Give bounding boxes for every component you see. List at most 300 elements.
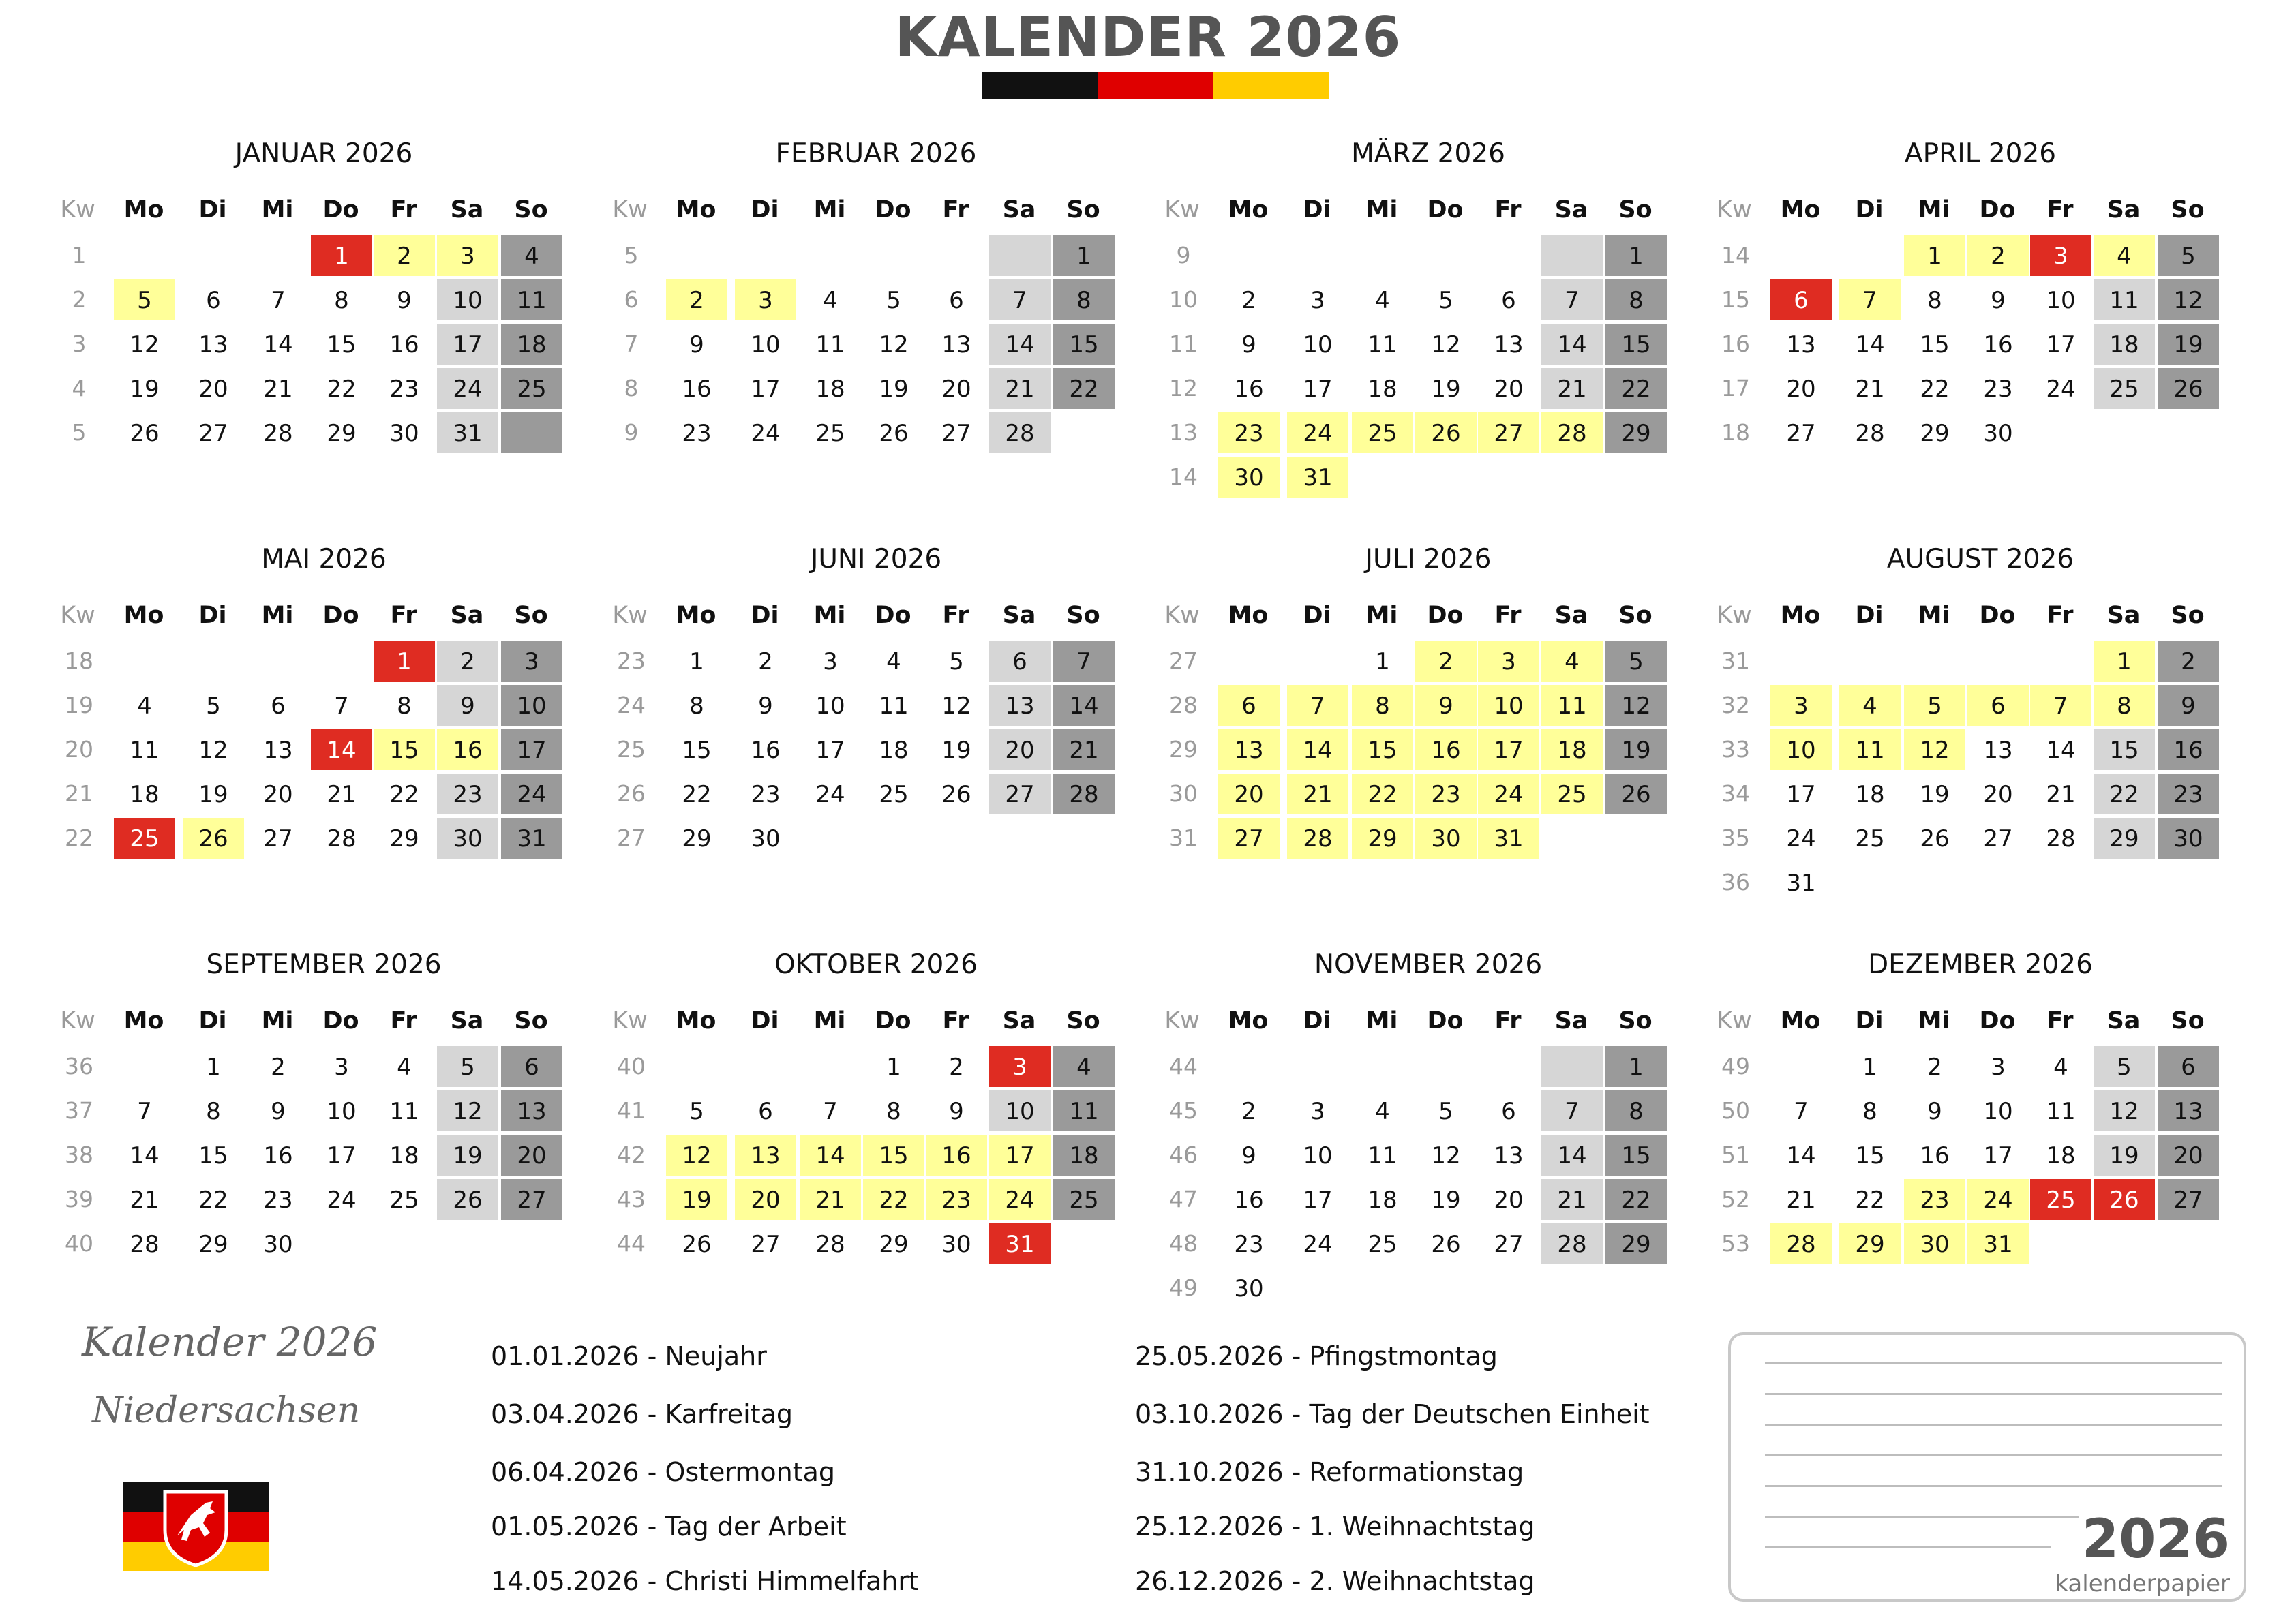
day-cell: 18	[815, 376, 845, 403]
kw-header: Kw	[1717, 1007, 1752, 1035]
empty-cell	[863, 235, 924, 276]
week-row	[48, 368, 600, 409]
day-cell: 1	[1375, 648, 1390, 675]
day-cell: 6	[1501, 287, 1516, 314]
day-cell: 14	[1541, 1135, 1603, 1176]
day-cell: 16	[926, 1135, 987, 1176]
day-cell: 28	[1541, 1223, 1603, 1264]
calendar-script-title: Kalender 2026	[82, 1319, 378, 1365]
day-cell: 24	[989, 1179, 1051, 1220]
week-row	[48, 235, 600, 276]
day-cell: 28	[130, 1231, 160, 1258]
week-number: 31	[1721, 647, 1750, 674]
day-cell: 22	[1352, 774, 1413, 814]
weekday-label: Do	[1979, 196, 2016, 224]
weekday-label: Mi	[1918, 1007, 1950, 1035]
day-cell: 16	[1234, 1187, 1264, 1214]
day-cell: 19	[130, 376, 160, 403]
weekday-label: Sa	[1002, 1007, 1036, 1035]
day-cell: 18	[879, 737, 909, 764]
weekday-label: Di	[1855, 602, 1884, 629]
day-cell: 22	[327, 376, 357, 403]
week-row	[1704, 641, 2256, 682]
day-cell: 8	[1352, 685, 1413, 726]
week-number: 47	[1169, 1186, 1198, 1212]
weekday-label: So	[1618, 602, 1652, 629]
empty-cell	[1541, 235, 1603, 276]
weekday-header	[1704, 600, 2256, 630]
week-number: 30	[1169, 780, 1198, 807]
week-row	[1704, 685, 2256, 726]
weekday-label: Di	[198, 1007, 227, 1035]
day-cell: 7	[1794, 1098, 1809, 1125]
week-number: 23	[617, 647, 646, 674]
empty-cell	[2158, 862, 2219, 903]
week-number: 33	[1721, 736, 1750, 763]
week-number: 8	[624, 375, 639, 401]
day-cell: 5	[1605, 641, 1667, 682]
day-cell: 5	[114, 279, 175, 320]
day-cell: 30	[263, 1231, 293, 1258]
day-cell: 9	[271, 1098, 286, 1125]
holiday-entry: 25.12.2026 - 1. Weihnachtstag	[1135, 1512, 1535, 1542]
day-cell: 12	[941, 692, 971, 720]
week-row	[1152, 685, 1704, 726]
empty-cell	[247, 641, 309, 682]
month-title: MAI 2026	[261, 544, 387, 575]
day-cell: 7	[1839, 279, 1901, 320]
weekday-label: Mo	[676, 196, 716, 224]
day-cell: 30	[1415, 818, 1477, 859]
day-cell: 26	[130, 420, 160, 447]
day-cell: 1	[206, 1054, 221, 1081]
empty-cell	[2030, 862, 2091, 903]
page-title: KALENDER 2026	[894, 5, 1402, 69]
day-cell: 5	[2094, 1046, 2155, 1087]
day-cell: 23	[751, 781, 781, 808]
day-cell: 4	[397, 1054, 412, 1081]
day-cell: 26	[1415, 412, 1477, 453]
day-cell: 16	[263, 1142, 293, 1169]
day-cell: 8	[334, 287, 349, 314]
day-cell: 13	[1494, 331, 1524, 358]
note-line	[1765, 1485, 2222, 1487]
kw-header: Kw	[60, 196, 95, 224]
empty-cell	[2158, 412, 2219, 453]
day-cell: 10	[989, 1090, 1051, 1131]
month-title: SEPTEMBER 2026	[206, 949, 442, 980]
weekday-label: Mo	[1228, 196, 1269, 224]
kw-header: Kw	[1164, 196, 1200, 224]
day-cell: 6	[989, 641, 1051, 682]
weekday-label: So	[2171, 602, 2205, 629]
day-cell: 27	[198, 420, 228, 447]
kw-header: Kw	[1717, 602, 1752, 629]
day-cell: 28	[1541, 412, 1603, 453]
holiday-entry: 03.10.2026 - Tag der Deutschen Einheit	[1135, 1399, 1650, 1429]
week-row	[48, 1135, 600, 1176]
week-number: 15	[1721, 286, 1750, 313]
day-cell: 6	[271, 692, 286, 720]
empty-cell	[183, 235, 244, 276]
weekday-label: Fr	[942, 1007, 969, 1035]
empty-cell	[989, 235, 1051, 276]
day-cell: 8	[886, 1098, 901, 1125]
week-number: 36	[65, 1053, 93, 1080]
day-cell: 12	[1431, 331, 1461, 358]
weekday-label: Di	[198, 196, 227, 224]
day-cell: 23	[1983, 376, 2013, 403]
day-cell: 5	[886, 287, 901, 314]
day-cell: 21	[1541, 368, 1603, 409]
week-number: 18	[65, 647, 93, 674]
day-cell: 2	[437, 641, 498, 682]
week-number: 14	[1169, 463, 1198, 490]
empty-cell	[1541, 1268, 1603, 1309]
week-row	[600, 1046, 1152, 1087]
day-cell: 13	[501, 1090, 562, 1131]
weekday-label: Mi	[1365, 602, 1398, 629]
day-cell: 28	[1855, 420, 1885, 447]
day-cell: 3	[823, 648, 838, 675]
day-cell: 9	[689, 331, 704, 358]
day-cell: 8	[689, 692, 704, 720]
empty-cell	[2030, 641, 2091, 682]
day-cell: 6	[949, 287, 964, 314]
day-cell: 11	[2094, 279, 2155, 320]
day-cell: 2	[1241, 287, 1256, 314]
day-cell: 18	[1368, 1187, 1398, 1214]
day-cell: 27	[941, 420, 971, 447]
day-cell: 23	[926, 1179, 987, 1220]
day-cell: 29	[389, 825, 419, 853]
week-row	[1704, 235, 2256, 276]
empty-cell	[1218, 641, 1280, 682]
day-cell: 26	[183, 818, 244, 859]
empty-cell	[1053, 1223, 1115, 1264]
day-cell: 1	[1053, 235, 1115, 276]
week-row	[600, 235, 1152, 276]
empty-cell	[1218, 1046, 1280, 1087]
day-cell: 29	[1605, 412, 1667, 453]
week-number: 37	[65, 1097, 93, 1124]
week-row	[600, 729, 1152, 770]
flag-stripe-red	[1098, 72, 1213, 99]
day-cell: 19	[2094, 1135, 2155, 1176]
weekday-label: So	[2171, 1007, 2205, 1035]
day-cell: 15	[1053, 324, 1115, 365]
weekday-label: Do	[1979, 1007, 2016, 1035]
day-cell: 12	[1431, 1142, 1461, 1169]
week-number: 9	[1176, 242, 1191, 269]
day-cell: 24	[1303, 1231, 1333, 1258]
day-cell: 3	[501, 641, 562, 682]
day-cell: 4	[1375, 1098, 1390, 1125]
day-cell: 17	[2046, 331, 2076, 358]
note-line	[1765, 1516, 2079, 1518]
week-number: 45	[1169, 1097, 1198, 1124]
day-cell: 1	[1605, 235, 1667, 276]
day-cell: 10	[2046, 287, 2076, 314]
day-cell: 24	[327, 1187, 357, 1214]
day-cell: 5	[1438, 1098, 1453, 1125]
week-number: 32	[1721, 692, 1750, 718]
day-cell: 2	[374, 235, 435, 276]
weekday-label: Sa	[1554, 1007, 1588, 1035]
weekday-label: So	[514, 196, 548, 224]
week-row	[1152, 324, 1704, 365]
day-cell: 12	[879, 331, 909, 358]
weekday-label: Fr	[942, 602, 969, 629]
day-cell: 15	[1855, 1142, 1885, 1169]
weekday-header	[600, 195, 1152, 225]
week-row	[1152, 1135, 1704, 1176]
empty-cell	[1287, 1046, 1348, 1087]
day-cell: 3	[989, 1046, 1051, 1087]
day-cell: 27	[1218, 818, 1280, 859]
day-cell: 16	[1983, 331, 2013, 358]
week-number: 29	[1169, 736, 1198, 763]
kw-header: Kw	[612, 196, 648, 224]
day-cell: 2	[1415, 641, 1477, 682]
day-cell: 20	[1494, 1187, 1524, 1214]
day-cell: 25	[1368, 1231, 1398, 1258]
day-cell: 7	[334, 692, 349, 720]
week-row	[1152, 412, 1704, 453]
day-cell: 16	[389, 331, 419, 358]
day-cell: 31	[1287, 457, 1348, 498]
day-cell: 27	[1478, 412, 1539, 453]
empty-cell	[1352, 1268, 1413, 1309]
empty-cell	[989, 818, 1051, 859]
day-cell: 2	[2158, 641, 2219, 682]
day-cell: 20	[941, 376, 971, 403]
empty-cell	[501, 412, 562, 453]
day-cell: 28	[2046, 825, 2076, 853]
empty-cell	[2030, 1223, 2091, 1264]
day-cell: 23	[1218, 412, 1280, 453]
day-cell: 14	[1855, 331, 1885, 358]
day-cell: 1	[886, 1054, 901, 1081]
day-cell: 24	[1786, 825, 1816, 853]
day-cell: 9	[1415, 685, 1477, 726]
empty-cell	[1541, 818, 1603, 859]
week-number: 38	[65, 1142, 93, 1168]
day-cell: 6	[758, 1098, 773, 1125]
weekday-header	[1152, 600, 1704, 630]
day-cell: 14	[1541, 324, 1603, 365]
day-cell: 25	[389, 1187, 419, 1214]
weekday-label: Sa	[1002, 602, 1036, 629]
day-cell: 23	[2158, 774, 2219, 814]
day-cell: 14	[1287, 729, 1348, 770]
weekday-label: Di	[1855, 196, 1884, 224]
day-cell: 25	[1541, 774, 1603, 814]
weekday-label: Di	[1303, 602, 1331, 629]
day-cell: 5	[689, 1098, 704, 1125]
day-cell: 18	[1855, 781, 1885, 808]
week-number: 10	[1169, 286, 1198, 313]
day-cell: 15	[2094, 729, 2155, 770]
day-cell: 2	[666, 279, 727, 320]
day-cell: 30	[389, 420, 419, 447]
weekday-label: Fr	[2046, 196, 2074, 224]
week-row	[600, 279, 1152, 320]
day-cell: 15	[1605, 1135, 1667, 1176]
weekday-label: Mi	[261, 602, 294, 629]
day-cell: 2	[949, 1054, 964, 1081]
empty-cell	[1478, 457, 1539, 498]
day-cell: 7	[2030, 685, 2091, 726]
empty-cell	[1605, 1268, 1667, 1309]
weekday-label: Sa	[1554, 196, 1588, 224]
day-cell: 3	[1310, 287, 1325, 314]
day-cell: 14	[989, 324, 1051, 365]
kw-header: Kw	[1164, 1007, 1200, 1035]
day-cell: 20	[2158, 1135, 2219, 1176]
day-cell: 11	[2046, 1098, 2076, 1125]
day-cell: 31	[1786, 870, 1816, 897]
day-cell: 21	[1541, 1179, 1603, 1220]
day-cell: 16	[1415, 729, 1477, 770]
day-cell: 14	[1786, 1142, 1816, 1169]
day-cell: 8	[1605, 279, 1667, 320]
day-cell: 13	[2158, 1090, 2219, 1131]
month-title: MÄRZ 2026	[1351, 138, 1505, 169]
day-cell: 21	[263, 376, 293, 403]
week-row	[48, 774, 600, 814]
day-cell: 3	[2030, 235, 2091, 276]
notes-year: 2026	[2081, 1509, 2230, 1570]
weekday-header	[48, 195, 600, 225]
weekday-label: Mi	[1365, 1007, 1398, 1035]
day-cell: 10	[815, 692, 845, 720]
day-cell: 29	[198, 1231, 228, 1258]
day-cell: 10	[1770, 729, 1832, 770]
weekday-label: Do	[1427, 1007, 1464, 1035]
day-cell: 7	[271, 287, 286, 314]
week-number: 18	[1721, 419, 1750, 446]
day-cell: 7	[989, 279, 1051, 320]
day-cell: 8	[2094, 685, 2155, 726]
day-cell: 23	[263, 1187, 293, 1214]
day-cell: 28	[815, 1231, 845, 1258]
day-cell: 10	[1983, 1098, 2013, 1125]
day-cell: 9	[1927, 1098, 1942, 1125]
day-cell: 14	[130, 1142, 160, 1169]
week-row	[1152, 641, 1704, 682]
day-cell: 30	[751, 825, 781, 853]
day-cell: 29	[1352, 818, 1413, 859]
day-cell: 25	[501, 368, 562, 409]
week-row	[600, 368, 1152, 409]
day-cell: 11	[130, 737, 160, 764]
week-number: 13	[1169, 419, 1198, 446]
day-cell: 13	[941, 331, 971, 358]
day-cell: 7	[137, 1098, 152, 1125]
weekday-label: So	[514, 1007, 548, 1035]
empty-cell	[1287, 235, 1348, 276]
weekday-header	[1152, 195, 1704, 225]
day-cell: 15	[327, 331, 357, 358]
weekday-label: So	[1066, 602, 1100, 629]
weekday-label: Mi	[261, 196, 294, 224]
day-cell: 1	[1605, 1046, 1667, 1087]
notes-brand: kalenderpapier	[2055, 1570, 2230, 1597]
day-cell: 12	[2094, 1090, 2155, 1131]
day-cell: 21	[1786, 1187, 1816, 1214]
kw-header: Kw	[1164, 602, 1200, 629]
day-cell: 4	[1053, 1046, 1115, 1087]
day-cell: 16	[2158, 729, 2219, 770]
day-cell: 17	[1303, 1187, 1333, 1214]
empty-cell	[1287, 641, 1348, 682]
flag-stripe-black	[982, 72, 1098, 99]
niedersachsen-flag-icon	[123, 1482, 269, 1571]
day-cell: 21	[1855, 376, 1885, 403]
week-number: 34	[1721, 780, 1750, 807]
day-cell: 20	[198, 376, 228, 403]
week-row	[1704, 1223, 2256, 1264]
weekday-label: Fr	[2046, 1007, 2074, 1035]
day-cell: 24	[2046, 376, 2076, 403]
day-cell: 10	[501, 685, 562, 726]
week-row	[600, 818, 1152, 859]
week-row	[600, 641, 1152, 682]
day-cell: 30	[2158, 818, 2219, 859]
empty-cell	[114, 641, 175, 682]
day-cell: 22	[863, 1179, 924, 1220]
day-cell: 28	[1287, 818, 1348, 859]
day-cell: 27	[501, 1179, 562, 1220]
weekday-label: Sa	[2106, 602, 2141, 629]
holiday-entry: 31.10.2026 - Reformationstag	[1135, 1457, 1524, 1487]
holiday-entry: 26.12.2026 - 2. Weihnachtstag	[1135, 1566, 1535, 1596]
day-cell: 30	[1218, 457, 1280, 498]
day-cell: 29	[1920, 420, 1950, 447]
day-cell: 22	[1605, 368, 1667, 409]
day-cell: 3	[735, 279, 796, 320]
weekday-label: Mo	[123, 196, 164, 224]
day-cell: 2	[271, 1054, 286, 1081]
day-cell: 13	[1786, 331, 1816, 358]
week-number: 5	[624, 242, 639, 269]
day-cell: 28	[263, 420, 293, 447]
weekday-label: Mo	[1780, 602, 1821, 629]
empty-cell	[1415, 1268, 1477, 1309]
day-cell: 29	[1839, 1223, 1901, 1264]
notes-box	[1728, 1332, 2246, 1602]
day-cell: 6	[1770, 279, 1832, 320]
week-row	[600, 412, 1152, 453]
day-cell: 26	[1605, 774, 1667, 814]
day-cell: 22	[1920, 376, 1950, 403]
weekday-header	[1704, 195, 2256, 225]
day-cell: 5	[2158, 235, 2219, 276]
weekday-label: Di	[751, 602, 779, 629]
week-row	[48, 279, 600, 320]
week-number: 28	[1169, 692, 1198, 718]
germany-flag-bar	[982, 72, 1329, 99]
day-cell: 3	[1770, 685, 1832, 726]
day-cell: 27	[1786, 420, 1816, 447]
day-cell: 13	[735, 1135, 796, 1176]
day-cell: 25	[2030, 1179, 2091, 1220]
day-cell: 28	[989, 412, 1051, 453]
day-cell: 4	[2094, 235, 2155, 276]
day-cell: 19	[666, 1179, 727, 1220]
empty-cell	[1415, 235, 1477, 276]
